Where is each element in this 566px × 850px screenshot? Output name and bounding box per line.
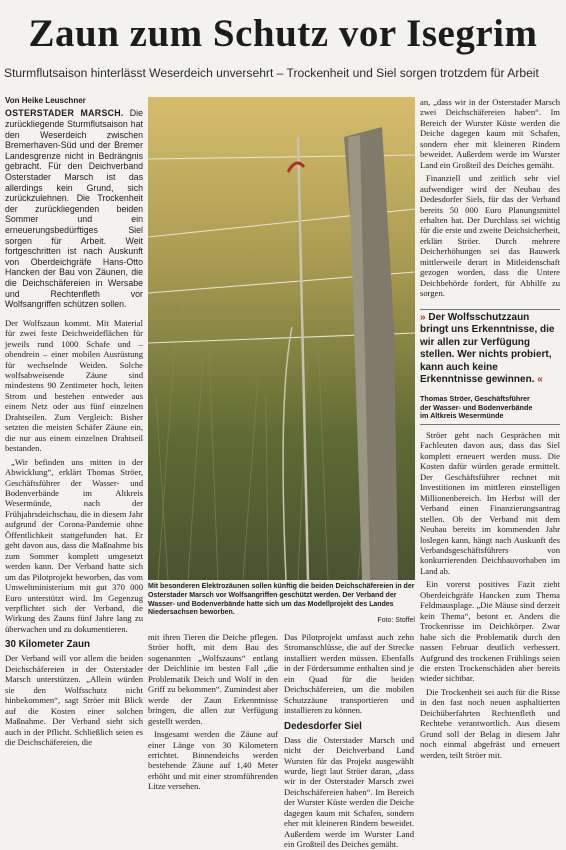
lead-paragraph xyxy=(5,108,143,309)
body-paragraph: Die Trockenheit sei auch für die Risse in den fast noch neuen asphaltierten Deichüberfahrten Rechtenfleth und Rechtebe verantwortlich. Aus diesem Grund soll der Belag in diesem Jahr noch einmal abgefräst und erneuert werden, teilt Ströer mit. xyxy=(420,686,560,760)
body-paragraph: Ein vorerst positives Fazit zieht Oberdeichgräfe Hancken zum Thema Feldmausplage. „Die Mäuse sind derzeit kein Thema“, betont er. Anders die Trockenrisse im Deichkörper. Zwar habe sich die Problematik durch den nassen Februar deutlich verbessert. Aufgrund des trockenen Frühlings seien die ersten Trockenschäden aber bereits wieder sichtbar. xyxy=(420,579,560,684)
column-4 xyxy=(420,430,560,798)
subheadline: Sturmflutsaison hinterlässt Weserdeich unversehrt – Trockenheit und Siel sorgen trotzdem für Arbeit xyxy=(4,66,539,80)
quote-rule-top xyxy=(420,309,560,310)
section-heading: 30 Kilometer Zaun xyxy=(5,639,90,651)
lead-text: Die zurückliegende Sturmflutsaison hat den Weserdeich zwischen Bremerhaven-Süd und der Bremer Landesgrenze nicht in Bedrängnis gebracht. Für den Deichverband Osterstader Marsch ist das allerdings kein Grund, sich zurückzulehnen. Die Trockenheit der zurückliegenden beiden Sommer und ein erneuerungsbedürftiges Siel sorgen für Arbeit. Weit fortgeschritten ist nach Auskunft von Oberdeichgräfe Hans-Otto Hancken der Bau von Zäunen, die die Deichschäfereien in Wersabe und Rechtenfleth vor Wolfsangriffen schützen sollen. xyxy=(5,108,143,310)
quote-attribution xyxy=(420,395,560,421)
column-4-top xyxy=(420,97,560,305)
body-paragraph: Der Verband will vor allem die beiden Deichschäfereien in der Osterstader Marsch unterstützen. „Allein würden sie den Wolfsschutz nicht hinbekommen“, sagt Ströer mit Blick auf die Kosten einer solchen Maßnahme. Der Verband sieht sich auch in der Pflicht. Schließlich seien es die Deichschäfereien, die xyxy=(5,653,143,747)
fence-photo xyxy=(148,97,415,580)
body-paragraph: „Wir befinden uns mitten in der Abwicklung“, erklärt Thomas Ströer, Geschäftsführer der Wasser- und Bodenverbände im Altkreis Wesermünde, nach der Frühjahrsdeichschau, die in diesem Jahr aufgrund der Corona-Pandemie ohne Öffentlichkeit stattgefunden hat. Er geht davon aus, dass die Maßnahme bis zum Sommer komplett umgesetzt werden kann. Der Verband hatte sich um das Pilotprojekt beworben, das vom Umweltministerium mit gut 370 000 Euro unterstützt wird. Im Gegenzug verpflichtet sich der Verband, die Wirkung des Zauns fünf Jahre lang zu überwachen und zu dokumentieren. xyxy=(5,456,143,634)
attribution-line: der Wasser- und Bodenverbände xyxy=(420,402,533,412)
attribution-line: im Altkreis Wesermünde xyxy=(420,411,504,421)
caption-text: Mit besonderen Elektrozäunen sollen künftig die beiden Deichschäfereien in der Osterstader Marsch vor Wolfsangriffen geschützt werden. Der Verband der Wasser- und Bodenverbände hatte sich um das Modellprojekt des Landes Niedersachsen beworben. xyxy=(148,583,415,617)
fence-post-illustration xyxy=(148,97,415,580)
pull-quote xyxy=(420,312,560,386)
body-paragraph: Finanziell und zeitlich sehr viel aufwendiger wird der Neubau des Dedesdorfer Siels, für das der Verband bereits 50 000 Euro Planungsmittel erhalten hat. Der Durchlass sei wichtig für die erste und zweite Deichsicherheit, erklärt Ströer. Durch mehrere Deicherhöhungen sei das Bauwerk mittlerweile derart in Mitleidenschaft gezogen worden, dass die Untere Deichbehörde fordert, für Abhilfe zu sorgen. xyxy=(420,173,560,299)
headline: Zaun zum Schutz vor Isegrim xyxy=(28,12,538,55)
author-byline: Von Heike Leuschner xyxy=(5,96,86,105)
quote-open-mark: » xyxy=(420,312,426,323)
body-paragraph: Ströer geht nach Gesprächen mit Fachleuten davon aus, dass das Siel komplett erneuert werden muss. Die Kosten dafür würden gerade ermittelt. Der Geschäftsführer rechnet mit Investitionen im mittleren einstelligen Millionenbereich. Im Herbst will der Verband einen Finanzierungsantrag stellen. Ob der Verband mit dem Neubau bereits im kommenden Jahr loslegen kann, hängt nach Auskunft des Verbandsgeschäftsführers von konkurrierenden Deichbauvorhaben im Land ab. xyxy=(420,430,560,576)
quote-rule-bottom xyxy=(420,424,560,425)
column-3 xyxy=(284,632,414,850)
body-paragraph: mit ihren Tieren die Deiche pflegen. Ströer hofft, mit dem Bau des sogenannten „Wolfszauns“ entlang der Deichlinie im besten Fall „die Problematik Deich und Wolf in den Griff zu bekommen“. Zumindest aber werde der Zaun Erkenntnisse bringen, die allen zur Verfügung gestellt werden. xyxy=(148,632,278,726)
column-1 xyxy=(5,96,143,796)
attribution-line: Thomas Ströer, Geschäftsführer xyxy=(420,394,530,403)
dateline: OSTERSTADER MARSCH. xyxy=(5,108,124,119)
section-heading: Dedesdorfer Siel xyxy=(284,720,362,732)
quote-close-mark: « xyxy=(537,374,543,386)
photo-caption xyxy=(148,583,415,626)
photo-credit: Foto: Stoffel xyxy=(377,617,415,625)
body-paragraph: Das Pilotprojekt umfasst auch zehn Stromanschlüsse, die auf der Strecke installiert werden müssen. Ebenfalls in der Fördersumme enthalten sind je ein Quad für die beiden Deichschäfereien, um die mobilen Schutzzäune transportieren und installieren zu können. xyxy=(284,632,414,716)
body-paragraph: an, „dass wir in der Osterstader Marsch zwei Deichschäfereien haben“. Im Bereich der Wurster Küste werden die Deiche dagegen kaum mit Schafen, sondern eher mit kleineren Rindern beweidet. Außerdem werde im Wurster Land ein Großteil des Deiches gemäht. xyxy=(420,97,560,170)
body-paragraph: Insgesamt werden die Zäune auf einer Länge von 30 Kilometern errichtet. Binnendeichs werden bestehende Zäune auf 1,40 Meter erhöht und mit einer stromführenden Litze versehen. xyxy=(148,729,278,792)
body-paragraph: Dass die Osterstader Marsch und nicht der Deichverband Land Wursten für das Projekt ausgewählt wurde, liegt laut Ströer daran, „dass wir in der Osterstader Marsch zwei Deichschäfereien haben“. Im Bereich der Wurster Küste werden die Deiche dagegen kaum mit Schafen, sondern eher mit kleineren Rindern beweidet. Außerdem werde im Wurster Land ein Großteil des Deiches gemäht. xyxy=(284,734,414,850)
body-paragraph: Der Wolfszaun kommt. Mit Material für zwei feste Deichweideflächen für jeweils rund 1000 Schafe und – obendrein – einer mobilen Ausrüstung für wechselnde Weiden. Solche wolfsabweisende Zäune sind mindestens 90 Zentimeter hoch, leiten Strom und bestehen entweder aus einem Netz oder aus fünf einzelnen Drahtseilen. Zum Vergleich: Bisher setzten die meisten Schäfer Zäune ein, die nur aus einem einzelnen Drahtseil bestanden. xyxy=(5,317,143,454)
quote-text: Der Wolfsschutzzaun bringt uns Erkenntnisse, die wir allen zur Verfügung stellen. Wer nichts probiert, kann auch keine Erkenntnisse gewinnen. xyxy=(420,312,555,386)
column-2 xyxy=(148,632,278,798)
